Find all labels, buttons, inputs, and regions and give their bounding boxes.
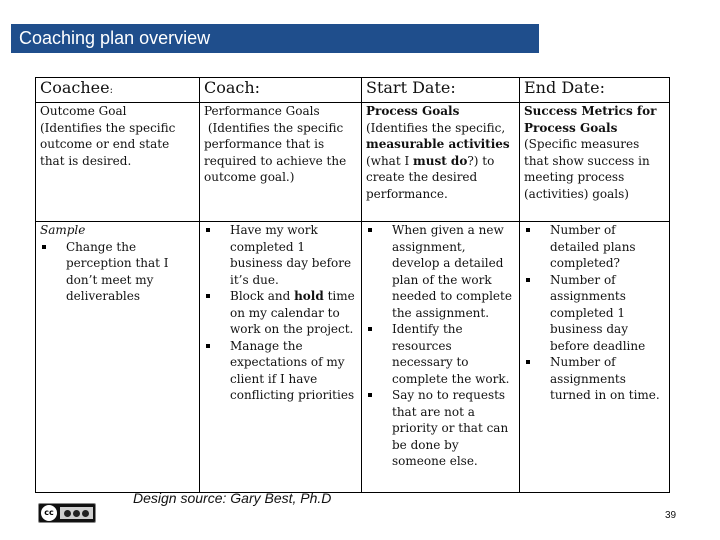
goal-definitions-row xyxy=(36,103,670,222)
sample-performance-list xyxy=(204,222,357,404)
list-item: Identify the resources necessary to complete the work. xyxy=(366,321,515,387)
performance-goals-title: Performance Goals xyxy=(204,104,320,118)
item-text: Block and xyxy=(230,289,295,303)
success-metrics-desc: (Specific measures that show success in meeting process (activities) goals) xyxy=(524,137,650,201)
sample-outcome-cell xyxy=(36,222,200,493)
license-terms-icons xyxy=(60,507,93,519)
cc-icon: cc xyxy=(41,505,57,521)
coachee-label: Coachee xyxy=(40,78,110,97)
sample-performance-cell xyxy=(200,222,362,493)
sample-metrics-list xyxy=(524,222,665,404)
sample-process-list xyxy=(366,222,515,470)
process-goals-desc-bold-1: measurable activities xyxy=(366,137,510,151)
nc-icon xyxy=(73,510,80,517)
start-date-cell xyxy=(362,78,520,103)
process-goals-desc-3: ?) to create the desired performance. xyxy=(366,153,495,201)
by-icon xyxy=(64,510,71,517)
creative-commons-badge xyxy=(38,503,96,523)
outcome-goal-title: Outcome Goal xyxy=(40,104,127,118)
slide-title: Coaching plan overview xyxy=(11,24,539,53)
success-metrics-title: Success Metrics for Process Goals xyxy=(524,104,657,135)
performance-goals-desc: (Identifies the specific performance that is required to achieve the outcome goal.) xyxy=(204,120,350,184)
sample-label: Sample xyxy=(40,223,86,237)
sample-process-cell xyxy=(362,222,520,493)
item-text: time on my calendar to work on the project. xyxy=(230,289,359,336)
list-item: Number of assignments turned in on time. xyxy=(524,354,665,404)
coach-cell xyxy=(200,78,362,103)
process-goals-desc-2: (what I xyxy=(366,137,514,168)
list-item xyxy=(204,288,357,338)
start-date-label: Start Date: xyxy=(366,78,456,97)
sample-row xyxy=(36,222,670,493)
design-credit: Design source: Gary Best, Ph.D xyxy=(133,490,332,506)
item-text-bold: hold xyxy=(294,289,324,303)
sample-metrics-cell xyxy=(520,222,670,493)
coach-label: Coach: xyxy=(204,78,261,97)
end-date-label: End Date: xyxy=(524,78,605,97)
page-number: 39 xyxy=(665,510,677,521)
process-goals-title: Process Goals xyxy=(366,104,460,118)
sa-icon xyxy=(82,510,89,517)
coaching-plan-table xyxy=(35,77,670,493)
list-item: Change the perception that I don’t meet my deliverables xyxy=(40,239,195,305)
process-goals-desc-bold-2: must do xyxy=(413,153,468,168)
success-metrics-cell xyxy=(520,103,670,222)
performance-goals-cell xyxy=(200,103,362,222)
end-date-cell xyxy=(520,78,670,103)
sample-outcome-list xyxy=(40,239,195,305)
list-item: When given a new assignment, develop a detailed plan of the work needed to complete the assignment. xyxy=(366,222,515,321)
list-item: Say no to requests that are not a priority or that can be done by someone else. xyxy=(366,387,515,470)
coachee-colon: : xyxy=(109,85,113,96)
coachee-cell xyxy=(36,78,200,103)
header-row xyxy=(36,78,670,103)
list-item: Number of assignments completed 1 business day before deadline xyxy=(524,272,665,355)
list-item: Have my work completed 1 business day before it’s due. xyxy=(204,222,357,288)
outcome-goal-desc: (Identifies the specific outcome or end state that is desired. xyxy=(40,120,176,168)
process-goals-cell xyxy=(362,103,520,222)
process-goals-desc-1: (Identifies the specific, xyxy=(366,120,506,135)
list-item: Number of detailed plans completed? xyxy=(524,222,665,272)
outcome-goal-cell xyxy=(36,103,200,222)
list-item: Manage the expectations of my client if I have conflicting priorities xyxy=(204,338,357,404)
